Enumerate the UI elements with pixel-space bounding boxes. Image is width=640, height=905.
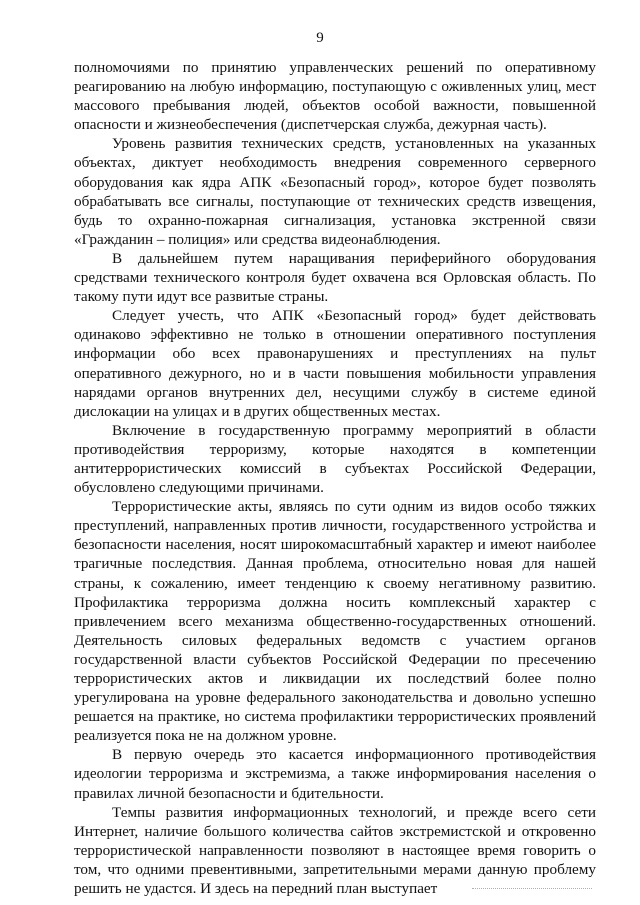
paragraph: Темпы развития информационных технологий, и прежде всего сети Интернет, наличие большого количества сайтов экстремистской и откровенно террористической направленности позволяют в настоящее время говорить о том, что одними превентивными, запретительными мерами данную проблему решить не удастся. И здесь на передний план выступает [74,803,596,898]
paragraph: В первую очередь это касается информационного противодействия идеологии терроризма и экстремизма, а также информирования населения о правилах личной безопасности и бдительности. [74,746,596,802]
paragraph: полномочиями по принятию управленческих решений по оперативному реагированию на любую информацию, поступающую с оживленных улиц, мест массового пребывания людей, объектов особой важности, повышенной опасности и жизнеобеспечения (диспетчерская служба, дежурная часть). [74,59,596,134]
page-number: 9 [316,30,324,46]
paragraph: Террористические акты, являясь по сути одним из видов особо тяжких преступлений, направленных против личности, государственного устройства и безопасности населения, носят широкомасштабный характер и имеют наиболее трагичные последствия. Данная проблема, относительно новая для нашей страны, к сожалению, имеет тенденцию к своему негативному развитию. Профилактика терроризма должна носить комплексный характер с привлечением всего механизма общественно-государственных отношений. Деятельность силовых федеральных ведомств с участием органов государственной власти субъектов Российской Федерации по пресечению террористических актов и ликвидации их последствий более полно урегулирована на уровне федерального законодательства и довольно успешно решается на практике, но система профилактики террористических проявлений реализуется пока не на должном уровне. [74,498,596,745]
footer-divider [472,888,592,889]
document-body [74,58,596,898]
paragraph: Включение в государственную программу мероприятий в области противодействия терроризму, которые находятся в компетенции антитеррористических комиссий в субъектах Российской Федерации, обусловлено следующими причинами. [74,421,596,497]
paragraph: Следует учесть, что АПК «Безопасный город» будет действовать одинаково эффективно не только в отношении оперативного поступления информации обо всех правонарушениях и преступлениях на пульт оперативного дежурного, но и в части повышения мобильности управления нарядами органов внутренних дел, несущими службу в системе единой дислокации на улицах и в других общественных местах. [74,307,596,420]
paragraph: В дальнейшем путем наращивания периферийного оборудования средствами технического контроля будет охвачена вся Орловская область. По такому пути идут все развитые страны. [74,249,596,306]
paragraph: Уровень развития технических средств, установленных на указанных объектах, диктует необходимость внедрения современного серверного оборудования как ядра АПК «Безопасный город», которое будет позволять обрабатывать все сигналы, поступающие от технических средств извещения, будь то охранно-пожарная сигнализация, установка экстренной связи «Гражданин – полиция» или средства видеонаблюдения. [74,135,596,248]
